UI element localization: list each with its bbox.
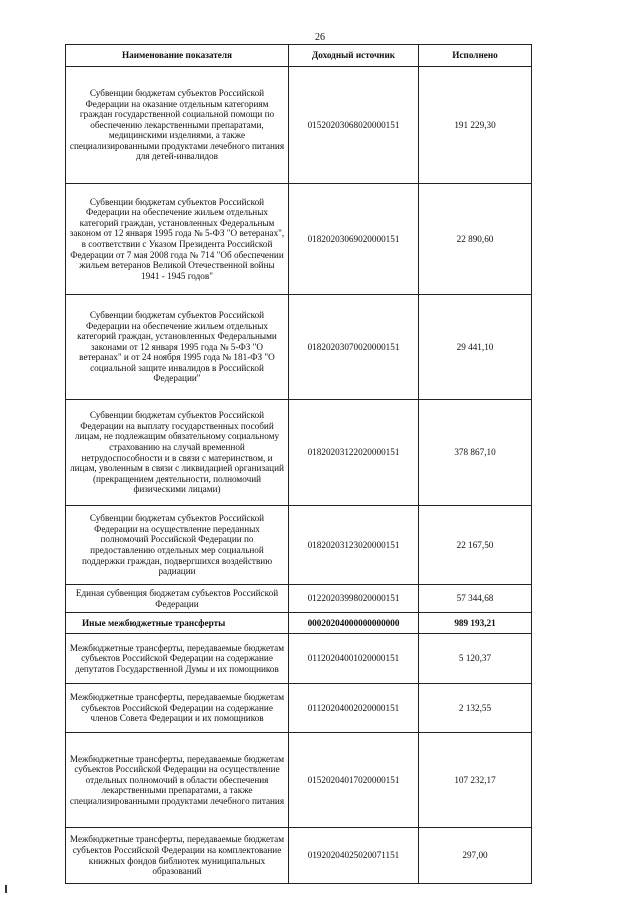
row-sum: 2 132,55 bbox=[419, 684, 532, 733]
row-code: 01120204002020000151 bbox=[289, 684, 419, 733]
row-code: 01820203122020000151 bbox=[289, 400, 419, 506]
row-name: Субвенции бюджетам субъектов Российской Федерации на обеспечение жильем отдельных категорий граждан, установленных Федеральным законом от 12 января 1995 года № 5-ФЗ "О ветеранах", в соответствии с Указом Президента Российской Федерации от 7 мая 2008 года № 714 "Об обеспечении жильем ветеранов Великой Отечественной войны 1941 - 1945 годов" bbox=[66, 184, 289, 295]
header-indicator-name: Наименование показателя bbox=[66, 45, 289, 67]
row-name: Межбюджетные трансферты, передаваемые бюджетам субъектов Российской Федерации на комплектование книжных фондов библиотек муниципальных образований bbox=[66, 828, 289, 884]
row-sum: 378 867,10 bbox=[419, 400, 532, 506]
row-name: Межбюджетные трансферты, передаваемые бюджетам субъектов Российской Федерации на содержание депутатов Государственной Думы и их помощников bbox=[66, 634, 289, 684]
row-name: Субвенции бюджетам субъектов Российской Федерации на обеспечение жильем отдельных категорий граждан, установленных Федеральными законами от 12 января 1995 года № 5-ФЗ "О ветеранах" и от 24 ноября 1995 года № 181-ФЗ "О социальной защите инвалидов в Российской Федерации" bbox=[66, 295, 289, 400]
row-code: 01820203123020000151 bbox=[289, 506, 419, 585]
row-sum: 5 120,37 bbox=[419, 634, 532, 684]
row-code: 01220203998020000151 bbox=[289, 585, 419, 613]
row-code: 01120204001020000151 bbox=[289, 634, 419, 684]
table-row bbox=[66, 400, 532, 506]
row-sum: 57 344,68 bbox=[419, 585, 532, 613]
table-row bbox=[66, 506, 532, 585]
row-sum: 191 229,30 bbox=[419, 67, 532, 184]
table-header-row bbox=[66, 45, 532, 67]
row-name: Субвенции бюджетам субъектов Российской Федерации на выплату государственных пособий лицам, не подлежащим обязательному социальному страхованию на случай временной нетрудоспособности и в связи с материнством, и лицам, уволенным в связи с ликвидацией организаций (прекращением деятельности, полномочий физическими лицами) bbox=[66, 400, 289, 506]
row-code: 01820203070020000151 bbox=[289, 295, 419, 400]
budget-table bbox=[65, 44, 532, 884]
table-row bbox=[66, 634, 532, 684]
row-code: 01920204025020071151 bbox=[289, 828, 419, 884]
page-number: 26 bbox=[315, 32, 325, 43]
row-sum: 29 441,10 bbox=[419, 295, 532, 400]
table-row bbox=[66, 585, 532, 613]
row-code: 01520204017020000151 bbox=[289, 733, 419, 828]
table-row bbox=[66, 184, 532, 295]
table-row bbox=[66, 684, 532, 733]
header-executed: Исполнено bbox=[419, 45, 532, 67]
row-sum: 22 167,50 bbox=[419, 506, 532, 585]
row-sum: 22 890,60 bbox=[419, 184, 532, 295]
row-name: Субвенции бюджетам субъектов Российской Федерации на оказание отдельным категориям граждан государственной социальной помощи по обеспечению лекарственными препаратами, медицинскими изделиями, а также специализированными продуктами лечебного питания для детей-инвалидов bbox=[66, 67, 289, 184]
row-code: 00020204000000000000 bbox=[289, 613, 419, 634]
row-name: Иные межбюджетные трансферты bbox=[66, 613, 289, 634]
row-code: 01820203069020000151 bbox=[289, 184, 419, 295]
table-row bbox=[66, 67, 532, 184]
row-name: Межбюджетные трансферты, передаваемые бюджетам субъектов Российской Федерации на осуществление отдельных полномочий в области обеспечения лекарственными препаратами, а также специализированными продуктами лечебного питания bbox=[66, 733, 289, 828]
table-row bbox=[66, 295, 532, 400]
table-row bbox=[66, 733, 532, 828]
table-row-subtotal bbox=[66, 613, 532, 634]
row-sum: 989 193,21 bbox=[419, 613, 532, 634]
row-sum: 297,00 bbox=[419, 828, 532, 884]
header-revenue-source: Доходный источник bbox=[289, 45, 419, 67]
table-row bbox=[66, 828, 532, 884]
row-sum: 107 232,17 bbox=[419, 733, 532, 828]
margin-mark bbox=[5, 885, 7, 893]
row-code: 01520203068020000151 bbox=[289, 67, 419, 184]
row-name: Единая субвенция бюджетам субъектов Российской Федерации bbox=[66, 585, 289, 613]
row-name: Межбюджетные трансферты, передаваемые бюджетам субъектов Российской Федерации на содержание членов Совета Федерации и их помощников bbox=[66, 684, 289, 733]
row-name: Субвенции бюджетам субъектов Российской Федерации на осуществление переданных полномочий Российской Федерации по предоставлению отдельных мер социальной поддержки граждан, подвергшихся воздействию радиации bbox=[66, 506, 289, 585]
